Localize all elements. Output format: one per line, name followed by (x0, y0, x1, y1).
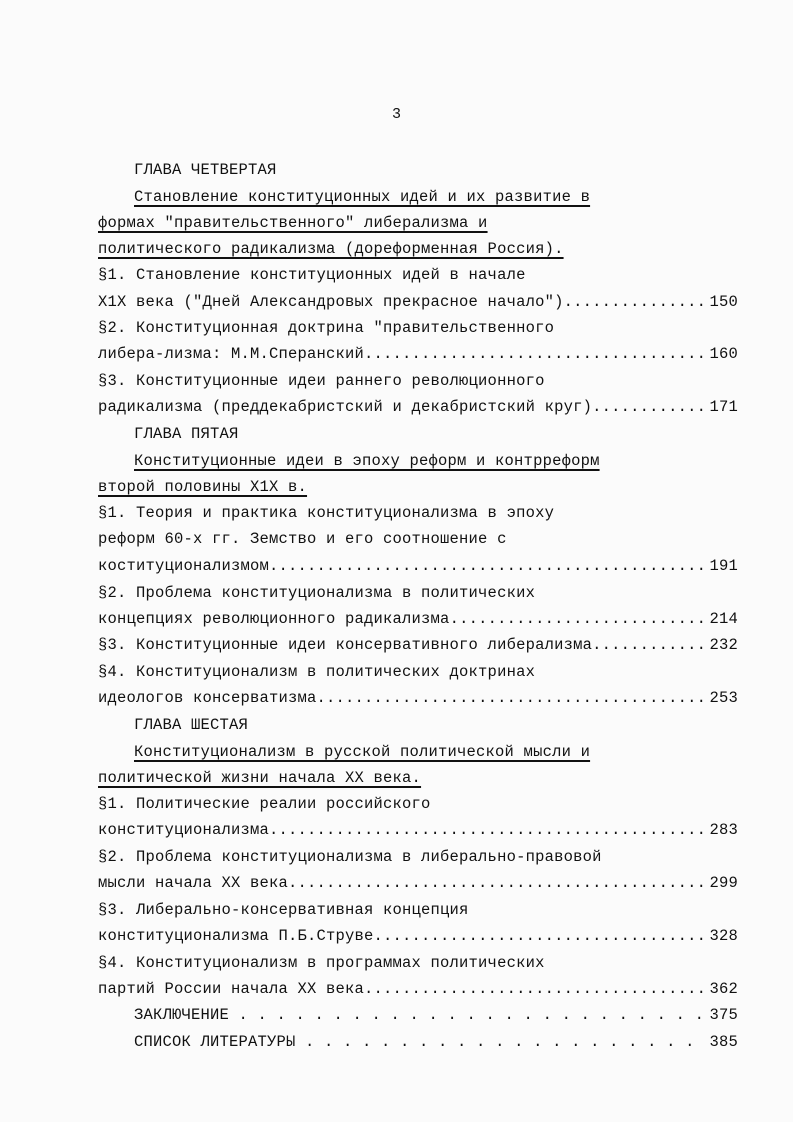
toc-leader (288, 871, 707, 895)
toc-leader (296, 1030, 708, 1054)
chapter-heading: ГЛАВА ШЕСТАЯ (134, 716, 249, 734)
toc-page: 160 (709, 345, 738, 363)
toc-page: 375 (709, 1006, 738, 1024)
chapter-title: Конституционные идеи в эпоху реформ и контрреформ (134, 452, 600, 470)
toc-entry (98, 554, 738, 578)
toc-entry (98, 924, 738, 948)
toc-leader (364, 342, 707, 366)
toc-entry (98, 290, 738, 314)
toc-page: 328 (709, 927, 738, 945)
toc-section: §4. Конституционализм в программах политических (98, 954, 545, 972)
toc-page: 283 (709, 821, 738, 839)
toc-entry-text: идеологов консерватизма (98, 689, 317, 707)
toc-entry-text: партий России начала XX века (98, 980, 365, 998)
toc-section: §2. Проблема конституционализма в политических (98, 584, 536, 602)
chapter-title: Становление конституционных идей и их развитие в (134, 188, 591, 206)
toc-section: §1. Теория и практика конституционализма в эпоху (98, 504, 555, 522)
toc-page: 299 (709, 874, 738, 892)
page-number: 3 (391, 106, 401, 123)
chapter-title: политического радикализма (дореформенная Россия). (98, 240, 564, 258)
chapter-title: формах "правительственного" либерализма и (98, 214, 488, 232)
chapter-title: политической жизни начала XX века. (98, 769, 422, 787)
toc-entry-text: коституционализмом (98, 557, 270, 575)
toc-page: 253 (709, 689, 738, 707)
toc-leader (564, 290, 708, 314)
toc-section: §1. Становление конституционных идей в начале (98, 266, 526, 284)
toc-entry (98, 607, 738, 631)
toc-entry-text: СПИСОК ЛИТЕРАТУРЫ (134, 1033, 296, 1051)
toc-leader (317, 686, 708, 710)
toc-page: 362 (709, 980, 738, 998)
toc-leader (450, 607, 708, 631)
toc-leader (269, 818, 707, 842)
toc-leader (592, 395, 707, 419)
toc-entry (98, 395, 738, 419)
toc-leader (229, 1003, 707, 1027)
toc-entry (98, 633, 738, 657)
toc-section: реформ 60-х гг. Земство и его соотношение с (98, 530, 507, 548)
toc-entry-conclusion (134, 1003, 738, 1027)
toc-page: 171 (709, 398, 738, 416)
chapter-title: Конституционализм в русской политической мысли и (134, 743, 591, 761)
chapter-title: второй половины Х1Х в. (98, 478, 308, 496)
toc-entry-text: мысли начала XX века (98, 874, 289, 892)
toc-entry (98, 977, 738, 1001)
toc-entry-text: Х1Х века ("Дней Александровых прекрасное начало") (98, 293, 564, 311)
toc-leader (374, 924, 708, 948)
toc-page: 150 (709, 293, 738, 311)
toc-section: §4. Конституционализм в политических доктринах (98, 663, 536, 681)
toc-page: 232 (709, 636, 738, 654)
toc-entry-text: §3. Конституционные идеи консервативного либерализма (98, 636, 593, 654)
toc-entry-text: ЗАКЛЮЧЕНИЕ (134, 1006, 230, 1024)
toc-entry (98, 342, 738, 366)
toc-entry-references (134, 1030, 738, 1054)
toc-entry (98, 871, 738, 895)
toc-entry (98, 818, 738, 842)
toc-section: §3. Либерально-консервативная концепция (98, 901, 469, 919)
toc-leader (592, 633, 707, 657)
toc-entry-text: конституционализма П.Б.Струве (98, 927, 374, 945)
toc-page: 214 (709, 610, 738, 628)
toc-section: §2. Конституционная доктрина "правительственного (98, 319, 555, 337)
toc-entry-text: либера-лизма: М.М.Сперанский (98, 345, 365, 363)
toc-section: §2. Проблема конституционализма в либерально-правовой (98, 848, 602, 866)
toc-entry-text: конституционализма (98, 821, 270, 839)
toc-entry-text: концепциях революционного радикализма (98, 610, 450, 628)
toc-page: 385 (709, 1033, 738, 1051)
toc-section: §3. Конституционные идеи раннего революционного (98, 372, 545, 390)
toc-leader (364, 977, 707, 1001)
chapter-heading: ГЛАВА ЧЕТВЕРТАЯ (134, 161, 277, 179)
chapter-heading: ГЛАВА ПЯТАЯ (134, 425, 239, 443)
toc-entry-text: радикализма (преддекабристский и декабристский круг) (98, 398, 593, 416)
toc-page: 191 (709, 557, 738, 575)
toc-entry (98, 686, 738, 710)
toc-section: §1. Политические реалии российского (98, 795, 431, 813)
toc-leader (269, 554, 707, 578)
